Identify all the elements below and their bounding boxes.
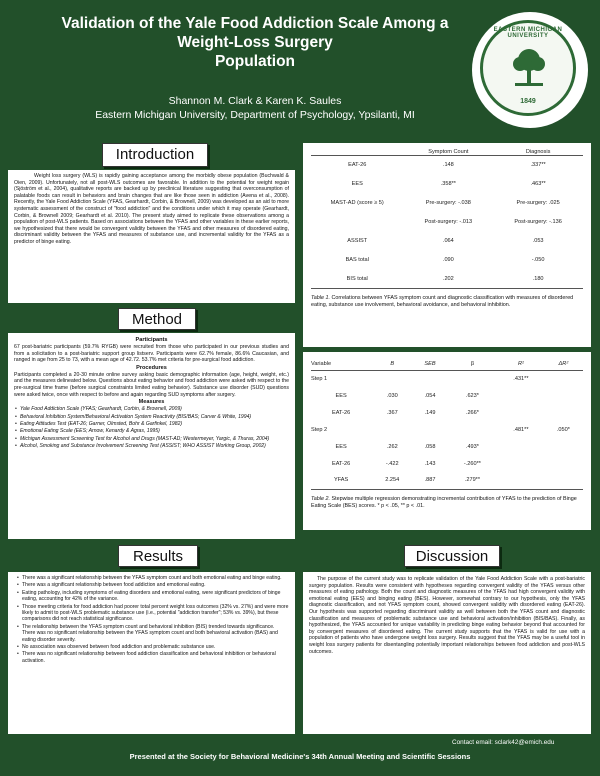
participants-heading: Participants xyxy=(135,337,168,343)
list-item: • There was no significant relationship between food addiction classification and behavioral inhibition or behavioral activation. xyxy=(22,651,289,664)
table-cell xyxy=(498,404,544,421)
caption-text: Stepwise multiple regression demonstrating incremental contribution of YFAS to the prediction of Binge Eating Scale (BES) scores. * p < .05, ** p < .01. xyxy=(311,495,577,509)
table-header: Diagnosis xyxy=(525,149,551,155)
table-cell: -.422 xyxy=(385,460,399,467)
table-row xyxy=(311,358,583,370)
title-line-3: Population xyxy=(214,53,296,70)
discussion-panel xyxy=(303,572,591,734)
table-row xyxy=(311,156,583,175)
table-cell: .180 xyxy=(532,275,544,282)
table-cell: Pre-surgery: -.038 xyxy=(425,200,471,206)
table-header: β xyxy=(470,360,475,367)
list-item: • There was a significant relationship between food addiction and emotional eating. xyxy=(22,582,289,588)
table-cell: .623* xyxy=(465,392,479,399)
table-row xyxy=(311,404,583,421)
table-cell: EAT-26 xyxy=(348,162,367,169)
table-cell xyxy=(447,370,498,387)
table2-panel xyxy=(303,352,591,530)
university-seal xyxy=(472,12,588,128)
table-cell xyxy=(371,370,413,387)
table-cell: Step 2 xyxy=(311,426,328,433)
table-cell: .064 xyxy=(442,238,454,244)
table-cell: 2.254 xyxy=(385,477,400,484)
list-item: • Those meeting criteria for food addiction had poorer total percent weight loss outcomes (32% vs. 27%) and were more likely to admit to post-WLS problematic substance use (i.e., potential "addiction transfer"; 53% vs. 39%), but these comparisons did not reach statistical significance. xyxy=(22,604,289,623)
participants-text: 67 post-bariatric participants (59.7% RYGB) were recruited from those who participated in our previous studies and from a solicitation to a post-bariatric support group listserv. Participants were 62.7% female, 86.6% Caucasian, and ranged in age from 25 to 73, with a mean age of 42.72. 53.7% met criteria for pre-surgical food addiction. xyxy=(14,344,289,364)
procedures-text: Participants completed a 20-30 minute online survey asking basic demographic information (age, height, weight, etc.) and the measures delineated below. Questions about eating behavior and food addiction were asked with respect to the pre-surgical time frame (before surgical constraints limited eating behavior). Substance use disorder (SUD) questions were asked twice, once with respect to before and again regarding SUD symptoms after surgery. xyxy=(14,371,289,398)
list-item: • No association was observed between food addiction and problematic substance use. xyxy=(22,644,289,650)
table-row xyxy=(311,421,583,438)
list-item: • Eating Attitudes Test (EAT-26; Garner, Olmsted, Bohr & Garfinkel, 1982) xyxy=(20,421,289,427)
table-cell: .266* xyxy=(465,409,479,416)
table2-caption xyxy=(311,496,583,510)
table-cell: .053 xyxy=(532,238,544,244)
table-row xyxy=(311,438,583,455)
table-cell xyxy=(311,213,403,232)
author-block xyxy=(20,94,490,122)
list-item: • Behavioral Inhibition System/Behavioral Activation System Reactivity (BIS/BAS; Carver & White, 1994) xyxy=(20,414,289,420)
title-line-1: Validation of the Yale Food Addiction Scale Among a xyxy=(61,15,449,32)
results-heading: Results xyxy=(118,545,198,567)
table-cell: .481** xyxy=(513,426,529,433)
list-item: • Eating pathology, including symptoms of eating disorders and emotional eating, were significant predictors of binge eating, accounting for 42% of the variance. xyxy=(22,590,289,603)
table-row xyxy=(311,270,583,289)
table-row xyxy=(311,175,583,194)
table-header: R² xyxy=(517,360,524,367)
list-item: • Michigan Assessment Screening Test for Alcohol and Drugs (MAST-AD; Westermeyer, Yargic, & Thuras, 2004) xyxy=(20,436,289,442)
table-cell: Post-surgery: -.136 xyxy=(514,219,562,225)
discussion-heading: Discussion xyxy=(404,545,500,567)
table-cell: Post-surgery: -.013 xyxy=(424,219,473,225)
introduction-panel xyxy=(8,170,295,303)
table-cell: .887 xyxy=(424,477,436,484)
table-cell xyxy=(498,472,544,489)
table-row xyxy=(311,194,583,213)
table-cell: .262 xyxy=(386,443,398,450)
table-cell: -.260** xyxy=(463,460,481,467)
table-cell: .367 xyxy=(386,409,398,416)
results-panel xyxy=(8,572,295,734)
contact-email: Contact email: sclark42@emich.edu xyxy=(452,739,555,746)
method-heading: Method xyxy=(118,308,196,330)
table-row xyxy=(311,472,583,489)
table-cell: Pre-surgery: .025 xyxy=(516,200,560,206)
table-row xyxy=(311,370,583,387)
table-header: B xyxy=(390,360,395,367)
table-row xyxy=(311,232,583,251)
caption-label: Table 2. xyxy=(311,495,330,502)
affiliation: Eastern Michigan University, Department of Psychology, Ypsilanti, MI xyxy=(95,109,415,121)
table-cell xyxy=(544,455,583,472)
table-cell: EES xyxy=(351,181,363,187)
table-cell xyxy=(544,370,583,387)
table-cell: .431** xyxy=(513,375,529,382)
table-cell: .202 xyxy=(442,275,454,282)
table-cell: .054 xyxy=(424,392,436,399)
caption-text: Correlations between YFAS symptom count and diagnostic classification with measures of disordered eating, substance use involvement, behavioral avoidance, and behavioral inhibition. xyxy=(311,295,574,308)
seal-year: 1849 xyxy=(520,98,536,105)
procedures-heading: Procedures xyxy=(136,364,167,371)
table-cell xyxy=(544,404,583,421)
table-cell: EAT-26 xyxy=(332,409,351,416)
table1-panel xyxy=(303,143,591,347)
measures-heading: Measures xyxy=(138,399,165,406)
table-header: Variable xyxy=(311,360,332,367)
table-cell xyxy=(498,387,544,404)
table-cell: .337** xyxy=(530,162,546,169)
caption-label: Table 1. xyxy=(311,295,330,301)
table-cell: .143 xyxy=(424,460,436,467)
table-cell: .090 xyxy=(442,257,454,263)
table-cell: -.050 xyxy=(531,257,545,263)
list-item: • There was a significant relationship between the YFAS symptom count and both emotional eating and binge eating. xyxy=(22,575,289,581)
list-item: • Yale Food Addiction Scale (YFAS; Gearhardt, Corbin, & Brownell, 2009) xyxy=(20,406,289,412)
table-cell: .493* xyxy=(465,443,479,450)
table-header: Symptom Count xyxy=(428,149,469,155)
seal-ring xyxy=(480,20,576,116)
authors: Shannon M. Clark & Karen K. Saules xyxy=(168,95,342,107)
table-cell: .358** xyxy=(440,181,456,187)
discussion-text: The purpose of the current study was to replicate validation of the Yale Food Addiction Scale with a post-bariatric surgery population. Results were consistent with hypotheses regarding convergent validity of the YFAS versus other measures of eating pathology. Both the count and diagnostic measures of the YFAS had high convergent validity with emotional eating (EES) and binging eating (BES). However, somewhat contrary to our hypothesis, only the YFAS diagnostic classification, and not YFAS symptom count, showed convergent validity with disordered eating (EAT-26). Our hypothesis was supported regarding discriminant validity as well between both the YFAS count and diagnostic classification and measures of problematic substance use and behavioral activation/inhibition (BIS/BAS). Finally, as hypothesized, the YFAS accounted for unique variability in predicting binge eating behavior beyond that accounted for by convergent measures of disordered eating. The current study supports that the YFAS is valid for use with a population of patients who have undergone weight loss surgery. Results suggest that the YFAS may be a useful tool in weight loss surgery patients for disentangling potentially important relationships between food addiction and post-WLS outcomes. xyxy=(309,576,585,655)
table-cell: EES xyxy=(335,392,347,399)
title-line-2: Weight-Loss Surgery xyxy=(177,34,333,51)
table-header: ΔR² xyxy=(558,360,569,367)
list-item: • Alcohol, Smoking and Substance Involvement Screening Test (ASSIST; WHO ASSIST Working Group, 2002) xyxy=(20,443,289,449)
table-cell: .149 xyxy=(424,409,436,416)
list-item: • The relationship between the YFAS symptom count and behavioral inhibition (BIS) trended towards significance. There was no significant relationship between the YFAS symptom count and both behavioral activation (BAS) and eating disorder severity. xyxy=(22,624,289,643)
table2 xyxy=(311,358,583,490)
footer-text: Presented at the Society for Behavioral Medicine's 34th Annual Meeting and Scientific Sessions xyxy=(129,752,471,761)
table-header: SEB xyxy=(424,360,436,367)
table-cell: .058 xyxy=(424,443,436,450)
table-cell: MAST-AD (score ≥ 5) xyxy=(330,200,384,206)
table-cell xyxy=(544,472,583,489)
table-cell: EES xyxy=(335,443,347,450)
table-cell xyxy=(447,421,498,438)
table-cell xyxy=(544,438,583,455)
table-cell xyxy=(371,421,413,438)
table-row xyxy=(311,387,583,404)
table-cell xyxy=(544,387,583,404)
table-row xyxy=(311,251,583,270)
table-cell: .148 xyxy=(442,162,454,169)
table1 xyxy=(311,149,583,289)
table-cell: .030 xyxy=(386,392,398,399)
table-cell: EAT-26 xyxy=(332,460,351,467)
table-row xyxy=(311,213,583,232)
table-cell xyxy=(498,455,544,472)
list-item: • Emotional Eating Scale (EES; Arnow, Kenardy & Agras, 1995) xyxy=(20,428,289,434)
introduction-text: Weight loss surgery (WLS) is rapidly gaining acceptance among the morbidly obese population (Buchwald & Oien, 2009). Unfortunately, not all post-WLS outcomes are favorable. In addition to the potential for weight regain (Sjöström et al., 2004), qualitative reports are backed up by preclinical literature suggesting that overconsumption of palatable foods can result in behaviors and brain changes that are like those seen in addiction (Avena et al., 2008). Recently, the Yale Food Addiction Scale (YFAS, Gearhardt, Corbin, & Brownell, 2009) was developed as an aid to more systematic assessment of the construct of "food addiction" and the conditions under which it may operate (Gearhardt, Corbin, & Brownell 2009; Gearhardt et al. 2010). The present study aimed to replicate these observations among a population of post-WLS patients. Based on associations between the YFAS and other variables in these earlier reports, we hypothesized that there would be convergent validity between the YFAS and other measures of disordered eating, discriminant validity between the YFAS and measures of substance use, and incremental validity for the YFAS as a predictor of binge eating. xyxy=(14,173,289,245)
table1-caption xyxy=(311,295,583,309)
table-cell: .463** xyxy=(530,181,546,187)
poster-title xyxy=(20,14,490,71)
table-row xyxy=(311,455,583,472)
introduction-heading: Introduction xyxy=(102,143,208,167)
results-list xyxy=(16,575,289,664)
table-cell: BAS total xyxy=(345,257,369,263)
method-panel xyxy=(8,333,295,539)
measures-list xyxy=(14,406,289,449)
table-cell: YFAS xyxy=(333,477,349,484)
table-cell: ASSIST xyxy=(347,238,368,244)
seal-ring-text: EASTERN MICHIGAN UNIVERSITY xyxy=(493,27,563,39)
table-cell: Step 1 xyxy=(311,375,328,382)
table-cell xyxy=(413,370,447,387)
table-cell: .050* xyxy=(556,426,570,433)
table-cell: BIS total xyxy=(346,275,368,282)
tree-icon xyxy=(511,47,547,91)
table-cell xyxy=(413,421,447,438)
table-cell: .279** xyxy=(464,477,481,484)
table-cell xyxy=(498,438,544,455)
